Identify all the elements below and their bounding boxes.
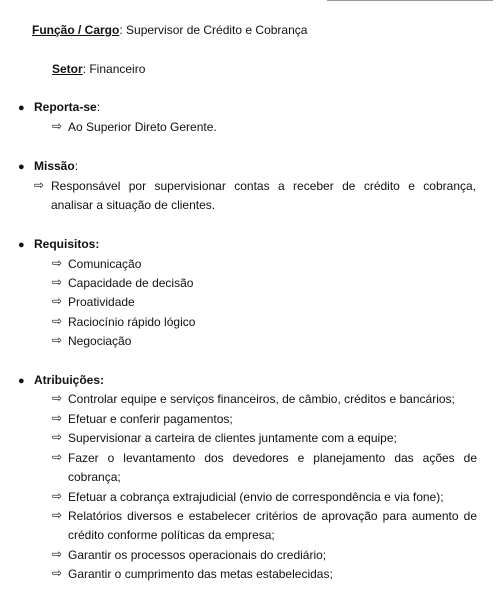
arrow-icon: ⇨ bbox=[52, 256, 63, 270]
list-item-text: Fazer o levantamento dos devedores e planejamento das ações de bbox=[68, 451, 477, 465]
list-item-text: Efetuar e conferir pagamentos; bbox=[68, 412, 233, 426]
section-reporta-title: Reporta-se: bbox=[34, 100, 101, 114]
list-item bbox=[52, 508, 477, 524]
cargo-line bbox=[32, 22, 307, 38]
list-item bbox=[52, 566, 477, 582]
list-item-text: Efetuar a cobrança extrajudicial (envio de correspondência e via fone); bbox=[68, 490, 444, 504]
arrow-icon: ⇨ bbox=[52, 391, 63, 405]
list-item bbox=[52, 333, 472, 349]
list-item-text: Garantir o cumprimento das metas estabelecidas; bbox=[68, 567, 333, 581]
missao-text-line2: analisar a situação de clientes. bbox=[51, 198, 216, 212]
arrow-icon: ⇨ bbox=[52, 508, 63, 522]
list-item-text: Comunicação bbox=[68, 257, 142, 271]
list-item-text: Raciocínio rápido lógico bbox=[68, 315, 196, 329]
arrow-icon: ⇨ bbox=[52, 430, 63, 444]
list-item bbox=[52, 256, 472, 272]
list-item bbox=[52, 275, 472, 291]
list-item-text: Controlar equipe e serviços financeiros, de câmbio, créditos e bancários; bbox=[68, 392, 455, 406]
arrow-icon: ⇨ bbox=[52, 489, 63, 503]
list-item bbox=[52, 547, 477, 563]
arrow-icon: ⇨ bbox=[52, 294, 63, 308]
setor-value: : Financeiro bbox=[82, 62, 146, 76]
list-item-text: Proatividade bbox=[68, 295, 135, 309]
cargo-value: : Supervisor de Crédito e Cobrança bbox=[119, 23, 308, 37]
list-item-text: Negociação bbox=[68, 334, 132, 348]
list-item bbox=[52, 489, 477, 505]
cargo-label: Função / Cargo bbox=[32, 23, 120, 37]
setor-line bbox=[52, 61, 145, 77]
bullet-icon: ● bbox=[18, 375, 25, 387]
section-missao-title: Missão: bbox=[34, 159, 79, 173]
list-item-text: Capacidade de decisão bbox=[68, 276, 194, 290]
list-item bbox=[52, 119, 472, 135]
top-border-line bbox=[327, 0, 493, 1]
section-atribuicoes-title: Atribuições: bbox=[34, 373, 105, 387]
list-item bbox=[52, 391, 477, 407]
bullet-icon: ● bbox=[18, 102, 25, 114]
arrow-icon: ⇨ bbox=[52, 119, 63, 133]
arrow-icon: ⇨ bbox=[52, 314, 63, 328]
missao-text-line1: Responsável por supervisionar contas a receber de crédito e cobrança, bbox=[51, 179, 476, 193]
list-item-text-continuation: cobrança; bbox=[68, 470, 121, 484]
list-item-text: Ao Superior Direto Gerente. bbox=[68, 120, 217, 134]
bullet-icon: ● bbox=[18, 239, 25, 251]
list-item bbox=[52, 411, 477, 427]
list-item bbox=[52, 430, 477, 446]
list-item bbox=[52, 450, 477, 466]
list-item-text-continuation: crédito conforme políticas da empresa; bbox=[68, 528, 275, 542]
setor-label: Setor bbox=[52, 62, 83, 76]
list-item-text: Supervisionar a carteira de clientes juntamente com a equipe; bbox=[68, 431, 397, 445]
section-requisitos-title: Requisitos: bbox=[34, 237, 100, 251]
arrow-icon: ⇨ bbox=[52, 566, 63, 580]
list-item-text: Garantir os processos operacionais do crediário; bbox=[68, 548, 327, 562]
arrow-icon: ⇨ bbox=[52, 450, 63, 464]
arrow-icon: ⇨ bbox=[52, 333, 63, 347]
arrow-icon: ⇨ bbox=[34, 178, 45, 192]
list-item bbox=[52, 314, 472, 330]
bullet-icon: ● bbox=[18, 161, 25, 173]
arrow-icon: ⇨ bbox=[52, 547, 63, 561]
arrow-icon: ⇨ bbox=[52, 275, 63, 289]
list-item-text: Relatórios diversos e estabelecer critérios de aprovação para aumento de bbox=[68, 509, 477, 523]
list-item bbox=[52, 294, 472, 310]
arrow-icon: ⇨ bbox=[52, 411, 63, 425]
